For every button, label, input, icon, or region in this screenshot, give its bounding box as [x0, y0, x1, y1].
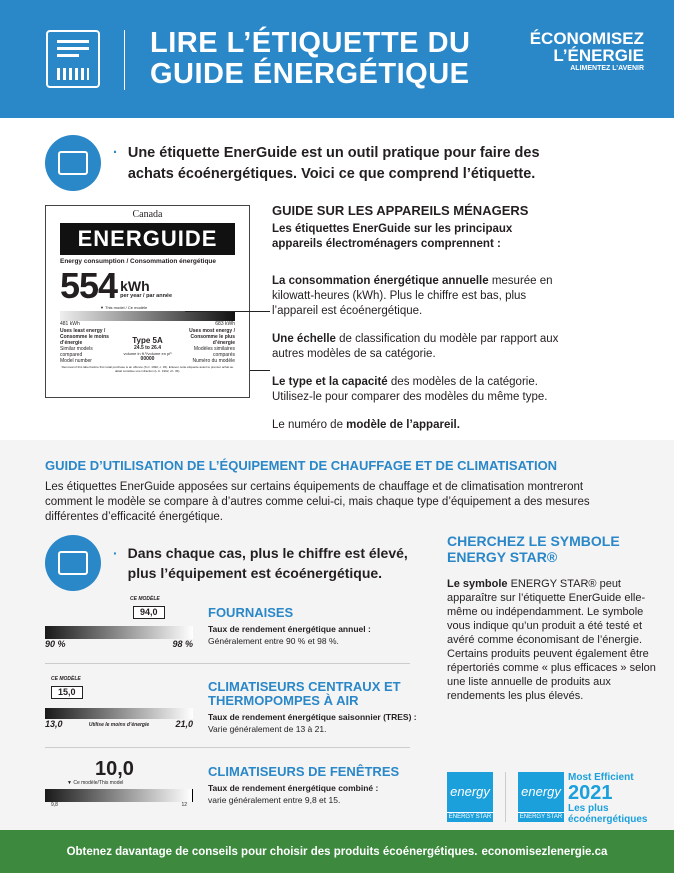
- divider: [505, 772, 506, 822]
- volume: volume in ft.³/volume en pi³: [123, 351, 172, 356]
- footer: [0, 830, 674, 873]
- gradient-bar: [45, 708, 193, 719]
- item-title: CLIMATISEURS DE FENÊTRES: [208, 764, 400, 779]
- scale-min: 481 kWh: [60, 321, 80, 327]
- model-label: ▼ Ce modèle/This model: [67, 780, 124, 786]
- bold: La consommation énergétique annuelle: [272, 275, 489, 287]
- appliances-section: [272, 203, 562, 446]
- item-sub: Taux de rendement énergétique saisonnier (TRES) :: [208, 712, 417, 722]
- model-en: Model number: [60, 358, 92, 364]
- min: 13,0: [45, 719, 63, 729]
- header-banner: [0, 0, 674, 118]
- para: [272, 375, 562, 405]
- min: 90 %: [45, 639, 66, 649]
- range: 24.5 to 26.4: [134, 345, 161, 351]
- bullet-icon: ·: [113, 145, 118, 161]
- gradient-bar: [45, 626, 193, 639]
- economisez-logo: [518, 30, 644, 73]
- item-desc: varie généralement entre 9,8 et 15.: [208, 795, 341, 805]
- bold: Le type et la capacité: [272, 376, 388, 388]
- bullet-icon: ·: [113, 545, 118, 561]
- bold: modèle de l’appareil.: [346, 419, 460, 431]
- legal-text: Removal of this label before first retail purchase is an offence (S.C. 1992, c. 36). Enlever cette étiquette avant le premier achat au détail constitue une infraction (L.C. 1992, ch. 36).: [61, 365, 234, 373]
- least-energy: Uses least energy / Consomme le moins d’énergie: [60, 328, 109, 346]
- energy-scale: [60, 311, 235, 321]
- gradient-bar: [45, 789, 193, 802]
- energy-star-logos: [447, 772, 647, 825]
- model-value: 94,0: [133, 606, 165, 619]
- kwh-unit: kWh: [120, 278, 150, 294]
- item-sub: Taux de rendement énergétique combiné :: [208, 783, 379, 793]
- most-efficient: [568, 772, 647, 825]
- energy-star-text: [447, 577, 657, 703]
- page-title: [150, 28, 470, 90]
- scale-labels: [45, 639, 193, 650]
- energy-star-section: [447, 533, 657, 703]
- text: Le numéro de: [272, 419, 347, 431]
- label-details: [60, 328, 235, 364]
- central-ac-scale: [45, 676, 193, 730]
- similar-fr: Modèles similaires comparés: [193, 346, 235, 358]
- model-number: 00000: [140, 356, 155, 362]
- item-title: FOURNAISES: [208, 605, 294, 620]
- window-ac-item: [45, 758, 440, 818]
- title-line: LIRE L’ÉTIQUETTE DU: [150, 27, 471, 59]
- appliances-subheading: Les étiquettes EnerGuide sur les principaux appareils électroménagers comprennent :: [272, 223, 513, 250]
- model-label: CE MODÈLE: [130, 596, 160, 602]
- similar-en: Similar models compared: [60, 346, 93, 358]
- max: 98 %: [172, 639, 193, 649]
- energuide-label: [45, 205, 250, 398]
- energy-star-heading: CHERCHEZ LE SYMBOLE ENERGY STAR®: [447, 533, 620, 565]
- bold: Le symbole: [447, 578, 508, 590]
- per-year: per year / par année: [120, 293, 173, 299]
- item-desc: Varie généralement de 13 à 21.: [208, 724, 327, 734]
- text: ENERGY STAR® peut apparaître sur l’étiquette EnerGuide elle-même ou indépendamment. Le symbole vous indique qu’un produit a été testé et avéré comme économisant de l’énergie. Certains produits peuvent également être répertoriés comme « plus efficaces » selon une liste annuelle de produits aux rendements les plus élevés.: [447, 578, 656, 702]
- kwh-value: 554: [60, 265, 118, 306]
- logo-script: energy: [521, 784, 561, 799]
- para: [272, 418, 562, 433]
- footer-text: Obtenez davantage de conseils pour choisir des produits écoénergétiques.: [66, 845, 478, 858]
- model-label: CE MODÈLE: [51, 676, 81, 682]
- appliances-heading: GUIDE SUR LES APPAREILS MÉNAGERS: [272, 203, 529, 218]
- text: des modèles de la catégorie. Utilisez-le pour comparer des modèles du même type.: [272, 376, 548, 403]
- energuide-logo: ENERGUIDE: [60, 223, 235, 255]
- item-desc: Généralement entre 90 % et 98 %.: [208, 636, 339, 646]
- divider: [45, 663, 410, 664]
- logo-label: ENERGY STAR: [519, 814, 563, 820]
- title-line: GUIDE ÉNERGÉTIQUE: [150, 58, 470, 90]
- this-model: ▼ This model / Ce modèle: [100, 305, 148, 310]
- mid-label: Utilise le moins d’énergie: [88, 721, 150, 728]
- most-energy: Uses most energy / Consomme le plus d’énergie: [189, 328, 235, 346]
- bold: Une échelle: [272, 333, 336, 345]
- item-sub: Taux de rendement énergétique annuel :: [208, 624, 371, 634]
- heating-text: Les étiquettes EnerGuide apposées sur certains équipements de chauffage et de climatisation montreront comment le modèle se compare à d’autres comme celui-ci, mais chaque type d’équipement a des mesures différentes d’efficacité énergétique.: [45, 481, 590, 523]
- year: 2021: [568, 782, 613, 804]
- model-value: 10,0: [95, 758, 134, 780]
- consumption-value-row: [60, 265, 235, 306]
- energy-star-most-efficient-logo: [518, 772, 564, 822]
- max: 21,0: [175, 719, 193, 729]
- item-title: CLIMATISEURS CENTRAUX ET THERMOPOMPES À AIR: [208, 679, 401, 708]
- this-model-text: This model / Ce modèle: [105, 305, 148, 310]
- logo-tagline: ALIMENTEZ L’AVENIR: [570, 65, 644, 72]
- website-link[interactable]: economisezlenergie.ca: [481, 845, 608, 858]
- furnace-scale: [45, 596, 193, 650]
- text: de classification du modèle par rapport aux autres modèles de sa catégorie.: [272, 333, 559, 360]
- model-label-text: Ce modèle/This model: [73, 780, 124, 786]
- intro: [113, 143, 553, 185]
- scale-max: 683 kWh: [215, 321, 235, 327]
- canada-wordmark: Canada: [132, 209, 163, 220]
- furnace-item: [45, 596, 440, 656]
- logo-line: L’ÉNERGIE: [553, 46, 644, 65]
- model-value: 15,0: [51, 686, 83, 699]
- window-ac-scale: [45, 758, 193, 808]
- min: 9,8: [51, 802, 58, 808]
- para: [272, 274, 562, 319]
- central-ac-item: [45, 676, 440, 736]
- scale-labels: [45, 719, 193, 730]
- oven-icon: [45, 135, 101, 191]
- callout-line: [185, 311, 270, 312]
- callout-line: [250, 370, 270, 371]
- logo-line: ÉCONOMISEZ: [529, 29, 644, 48]
- logo-script: energy: [450, 784, 490, 799]
- logo-label: ENERGY STAR: [448, 814, 492, 820]
- heating-heading: GUIDE D’UTILISATION DE L’ÉQUIPEMENT DE CHAUFFAGE ET DE CLIMATISATION: [45, 458, 558, 473]
- max: 12: [181, 802, 187, 808]
- scale-labels: [45, 802, 193, 808]
- intro-text: Une étiquette EnerGuide est un outil pratique pour faire des achats écoénergétiques. Voici ce que comprend l’étiquette.: [127, 145, 540, 182]
- callout-text: Dans chaque cas, plus le chiffre est élevé, plus l’équipement est écoénergétique.: [127, 545, 408, 581]
- energuide-label-icon: [46, 30, 100, 88]
- les-plus: Les plus: [568, 803, 609, 814]
- para: [272, 332, 562, 362]
- divider: [124, 30, 125, 90]
- model-fr: Numéro du modèle: [192, 358, 235, 364]
- text: mesurée en kilowatt-heures (kWh). Plus le chiffre est bas, plus l’appareil est écoénergétique.: [272, 275, 553, 317]
- divider: [45, 747, 410, 748]
- consumption-heading: Energy consumption / Consommation énergétique: [60, 258, 217, 265]
- eco: écoénergétiques: [568, 814, 648, 825]
- energy-star-logo: [447, 772, 493, 822]
- type: Type 5A: [132, 336, 163, 345]
- callout: [113, 543, 413, 583]
- air-conditioner-icon: [45, 535, 101, 591]
- most-efficient-label: Most Efficient: [568, 772, 634, 783]
